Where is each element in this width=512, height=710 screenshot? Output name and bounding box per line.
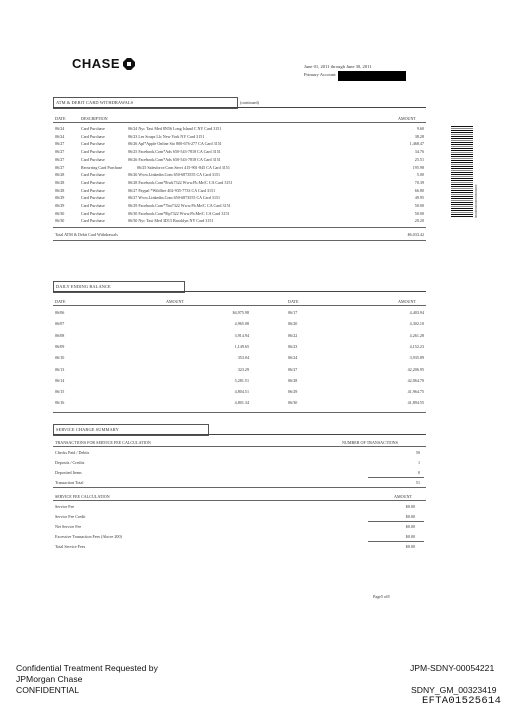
service-summary-title: SERVICE CHARGE SUMMARY <box>56 427 119 432</box>
balance-row: 06/10 353.04 06/24 3,935.89 <box>55 355 424 361</box>
atm-header-rule <box>53 122 426 123</box>
db-col-date-right: DATE <box>288 299 299 304</box>
fee-calc-header: SERVICE FEE CALCULATION <box>55 494 110 499</box>
service-summary-rule <box>53 434 426 435</box>
fee-row: Total Service Fees $0.00 <box>55 544 415 549</box>
balance-row: 06/14 5,281.51 06/28 42,064.70 <box>55 377 424 383</box>
table-row: 06/27 Recurring Card Purchase 06/25 Salesforce.Com Servi 415-901-845 CA Card 3151 195.98 <box>55 164 424 170</box>
table-row: 06/29 Card Purchase 06/29 Facebook.Com*7lm7322 Www.Fb.Me/C CA Card 3151 50.00 <box>55 203 424 208</box>
primary-account-label: Primary Account: <box>304 72 337 77</box>
atm-total-rule <box>53 227 426 228</box>
continued-label: (continued) <box>240 100 259 105</box>
chase-logo <box>72 56 135 71</box>
table-row: 06/30 Card Purchase 06/30 Nyc Taxi Med 3D13 Brooklyn NY Card 3151 20.20 <box>55 218 424 224</box>
balance-row: 06/09 1,149.65 06/23 4,152.23 <box>55 343 424 349</box>
fee-row: Excessive Transaction Fees (Above 200) $0.00 <box>55 534 415 539</box>
daily-balance-rule <box>53 291 426 292</box>
barcode <box>451 126 473 218</box>
tx-count-header: NUMBER OF TRANSACTIONS <box>342 440 398 445</box>
fee-total-rule <box>368 541 424 542</box>
daily-balance-title: DAILY ENDING BALANCE <box>56 284 111 289</box>
col-amount: AMOUNT <box>398 116 416 121</box>
table-row: 06/24 Card Purchase 06/24 Nyc Taxi Med 8N56 Long Island C NY Card 3151 9.60 <box>55 126 424 131</box>
tx-row: Deposits / Credits 1 <box>55 460 420 465</box>
fee-row: Net Service Fee $0.00 <box>55 524 415 529</box>
atm-total-label: Total ATM & Debit Card Withdrawals <box>55 232 118 237</box>
balance-row: 06/06 $4,975.98 06/17 4,403.94 <box>55 310 424 315</box>
atm-total-amount: $6,033.42 <box>407 232 424 237</box>
tx-row: Transaction Total 51 <box>55 480 420 485</box>
db-col-amount-left: AMOUNT <box>166 299 184 304</box>
balance-row: 06/08 3,914.94 06/22 4,261.28 <box>55 332 424 338</box>
atm-section-title: ATM & DEBIT CARD WITHDRAWALS <box>56 100 134 105</box>
barcode-number: 00000000000000000000 <box>474 184 478 218</box>
chase-logo-text: CHASE <box>72 56 121 71</box>
fee-amount-header: AMOUNT <box>394 494 412 499</box>
tx-total-rule <box>368 477 424 478</box>
table-row: 06/27 Card Purchase 06/26 Apl*Apple Online Sto 800-676-277 CA Card 3151 1,468.47 <box>55 141 424 147</box>
table-row: 06/30 Card Purchase 06/30 Facebook.Com*8lp7322 Www.Fb.Me/C CA Card 3151 50.00 <box>55 210 424 216</box>
atm-bottom-rule <box>53 240 426 241</box>
footer-efta: EFTA01525614 <box>422 695 502 707</box>
db-col-amount-right: AMOUNT <box>398 299 416 304</box>
balance-row: 06/13 323.29 06/27 42,206.95 <box>55 366 424 372</box>
tx-bottom-rule <box>53 487 426 488</box>
atm-top-rule <box>53 107 426 108</box>
db-col-date-left: DATE <box>55 299 66 304</box>
tx-header-rule <box>53 446 426 447</box>
fee-row: Service Fee $0.00 <box>55 504 415 509</box>
table-row: 06/27 Card Purchase 06/25 Facebook.Com*Ads 650-543-7818 CA Card 3151 34.76 <box>55 149 424 155</box>
chase-octagon-icon <box>123 58 135 70</box>
footer-left <box>16 663 158 696</box>
footer-bates-sdny: SDNY_GM_00323419 <box>411 685 497 695</box>
col-description: DESCRIPTION <box>81 116 108 121</box>
balance-row: 06/16 4,801.34 06/30 41,894.55 <box>55 400 424 406</box>
balance-row: 06/15 4,804.51 06/29 41,964.75 <box>55 389 424 395</box>
page-number: Page5 of8 <box>373 594 390 599</box>
table-row: 06/29 Card Purchase 06/27 Www.Linkedin.Com 650-6873555 CA Card 3151 49.95 <box>55 195 424 201</box>
footer-confidential: CONFIDENTIAL <box>16 685 80 695</box>
period-line: June 01, 2011 through June 30, 2011 <box>304 64 372 69</box>
table-row: 06/28 Card Purchase 06/26 Www.Linkedin.Com 650-6873555 CA Card 3151 5.00 <box>55 172 424 178</box>
footer-confidential-request: Confidential Treatment Requested by <box>16 663 158 673</box>
balance-row: 06/07 4,965.08 06/20 4,302.10 <box>55 321 424 327</box>
tx-row: Checks Paid / Debits 50 <box>55 450 420 455</box>
atm-total-row <box>55 232 424 240</box>
table-row: 06/27 Card Purchase 06/26 Facebook.Com*Ads 650-543-7818 CA Card 3151 25.51 <box>55 156 424 162</box>
table-row: 06/28 Card Purchase 06/28 Facebook.Com*8iwk7322 Www.Fb.Me/C CA Card 3151 70.39 <box>55 179 424 185</box>
redaction-account <box>338 71 406 81</box>
table-row: 06/24 Card Purchase 06/23 Les Soups Llc New York NY Card 3151 38.28 <box>55 133 424 139</box>
footer-bates-jpm: JPM-SDNY-00054221 <box>410 663 495 673</box>
footer-jpmorgan: JPMorgan Chase <box>16 674 83 684</box>
db-header-rule <box>53 305 426 306</box>
fee-row: Service Fee Credit $0.00 <box>55 514 415 519</box>
tx-row: Deposited Items 0 <box>55 470 420 475</box>
fee-header-rule <box>53 500 426 501</box>
table-row: 06/28 Card Purchase 06/27 Paypal *Wildfire 402-935-7733 CA Card 3151 66.80 <box>55 187 424 193</box>
col-date: DATE <box>55 116 66 121</box>
db-bottom-rule <box>53 412 426 413</box>
fee-subtotal-rule <box>368 521 424 522</box>
tx-calc-header: TRANSACTIONS FOR SERVICE FEE CALCULATION <box>55 440 151 445</box>
